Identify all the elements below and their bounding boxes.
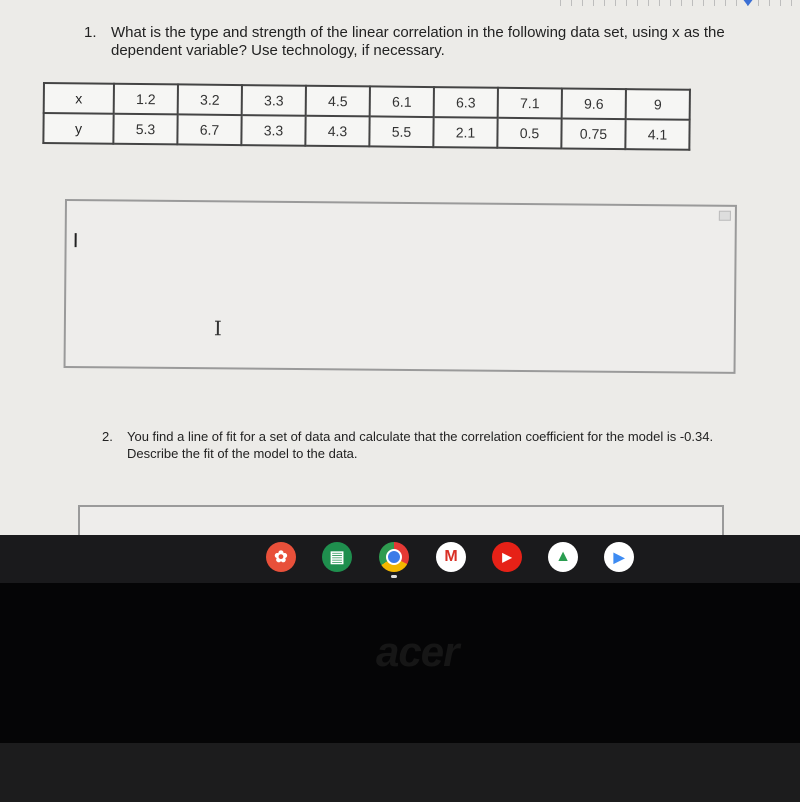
- table-cell: 4.5: [306, 86, 370, 117]
- ibeam-cursor-icon: I: [213, 316, 222, 341]
- brand-logo: acer: [376, 628, 459, 675]
- table-cell: 9.6: [562, 88, 626, 119]
- active-app-indicator: [391, 575, 397, 578]
- table-cell: 1.2: [114, 84, 178, 115]
- desk-surface: [0, 743, 800, 802]
- table-cell: 4.3: [305, 116, 369, 147]
- row-header-y: y: [43, 113, 113, 144]
- dropdown-handle-icon[interactable]: [719, 211, 731, 221]
- table-cell: 7.1: [498, 88, 562, 119]
- paint-palette-icon[interactable]: ✿: [266, 542, 296, 572]
- gmail-icon[interactable]: M: [436, 542, 466, 572]
- text-caret: [75, 233, 77, 247]
- table-cell: 5.3: [113, 114, 177, 145]
- table-cell: 0.5: [497, 118, 561, 149]
- table-cell: 4.1: [625, 119, 689, 150]
- data-table: [42, 82, 691, 151]
- table-cell: 6.7: [177, 114, 241, 145]
- question-1-number: 1.: [84, 24, 97, 41]
- table-cell: 2.1: [433, 117, 497, 148]
- ruler-marker[interactable]: [742, 0, 754, 6]
- drive-icon[interactable]: ▲: [548, 542, 578, 572]
- table-cell: 3.2: [178, 84, 242, 115]
- question-1-text: What is the type and strength of the linear correlation in the following data set, using x as the dependent variable? Use technology, if necessary.: [111, 24, 725, 59]
- table-cell: 3.3: [242, 85, 306, 116]
- table-cell: 3.3: [241, 115, 305, 146]
- table-cell: 9: [626, 89, 690, 120]
- row-header-x: x: [44, 83, 114, 114]
- table-cell: 6.1: [370, 86, 434, 117]
- table-cell: 0.75: [561, 118, 625, 149]
- play-store-icon[interactable]: ▶: [604, 542, 634, 572]
- answer-2-textbox[interactable]: [78, 505, 724, 535]
- question-2-number: 2.: [102, 429, 113, 444]
- ruler: [560, 0, 800, 6]
- question-2-text: You find a line of fit for a set of data and calculate that the correlation coefficient for the model is -0.34. Describe the fit of the model to the data.: [127, 429, 714, 461]
- table-cell: 6.3: [434, 87, 498, 118]
- chrome-icon[interactable]: [379, 542, 409, 572]
- table-cell: 5.5: [369, 116, 433, 147]
- answer-1-textbox[interactable]: [64, 199, 737, 374]
- youtube-icon[interactable]: ▶: [492, 542, 522, 572]
- table-row-y: [43, 113, 689, 150]
- classroom-icon[interactable]: ▤: [322, 542, 352, 572]
